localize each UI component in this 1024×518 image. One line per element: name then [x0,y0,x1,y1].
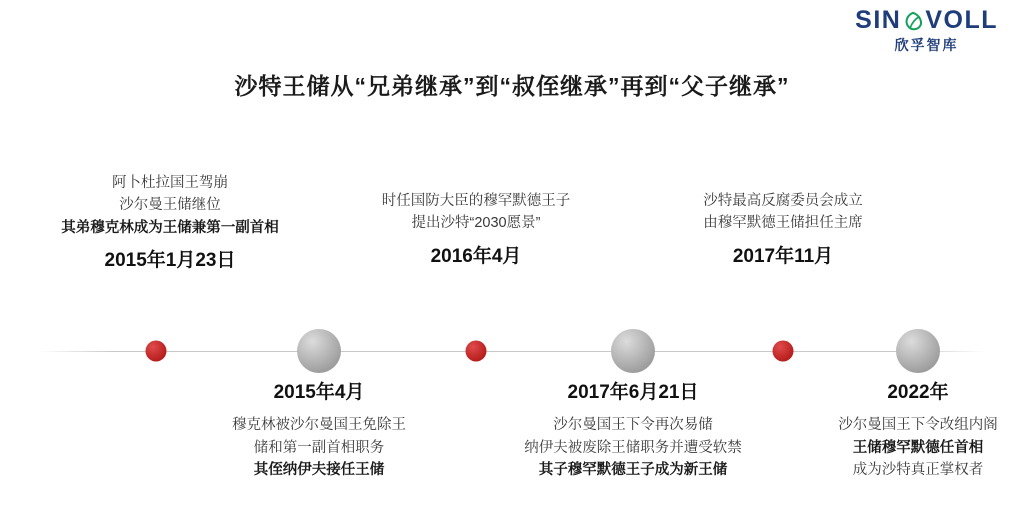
timeline-event-2-line-2: 储和第一副首相职务 [253,439,385,456]
timeline-event-text-6 [838,378,998,482]
timeline-event-5-line-1: 沙特最高反腐委员会成立 [703,193,863,209]
timeline-event-6-date: 2022年 [887,382,949,403]
leaf-icon [902,9,924,33]
brand-subtitle: 欣孚智库 [894,37,959,53]
timeline-node-3[interactable] [466,341,487,362]
timeline-event-2-line-3: 其侄纳伊夫接任王储 [253,462,385,479]
brand-name-tail: VOLL [925,6,998,34]
timeline-event-4-line-2: 纳伊夫被废除王储职务并遭受软禁 [524,439,742,456]
timeline-node-2[interactable] [297,329,341,373]
timeline-event-6-line-1: 沙尔曼国王下令改组内阁 [838,417,998,434]
timeline-event-4-line-1: 沙尔曼国王下令再次易储 [553,417,713,434]
timeline-event-1-date: 2015年1月23日 [104,250,236,272]
timeline-event-4-line-3: 其子穆罕默德王子成为新王储 [538,462,728,479]
timeline-event-6-line-3: 成为沙特真正掌权者 [852,462,984,479]
timeline-event-5-date: 2017年11月 [732,245,834,267]
timeline-axis [38,351,986,352]
timeline-event-1-line-1: 阿卜杜拉国王驾崩 [112,175,228,191]
page-title: 沙特王储从“兄弟继承”到“叔侄继承”再到“父子继承” [234,73,790,99]
timeline-event-text-3 [382,190,571,271]
timeline-event-1-line-3: 其弟穆克林成为王储兼第一副首相 [61,219,279,236]
timeline-event-1-line-2: 沙尔曼王储继位 [119,197,221,214]
timeline-event-3-line-1: 时任国防大臣的穆罕默德王子 [381,193,571,209]
timeline-event-text-2 [232,378,406,482]
timeline-event-text-1 [61,172,279,276]
timeline-event-text-5 [703,190,863,271]
timeline-event-6-line-2: 王储穆罕默德任首相 [852,439,984,456]
timeline-event-3-date: 2016年4月 [430,245,522,267]
brand-wordmark [855,8,998,33]
timeline-event-4-date: 2017年6月21日 [567,382,699,403]
timeline-event-2-line-1: 穆克林被沙尔曼国王免除王 [232,417,406,434]
timeline-event-text-4 [524,378,742,482]
timeline-event-3-line-2: 提出沙特“2030愿景” [411,215,541,232]
timeline-node-1[interactable] [146,341,167,362]
timeline-event-5-line-2: 由穆罕默德王储担任主席 [703,215,863,232]
brand-logo [855,8,998,52]
timeline-node-6[interactable] [896,329,940,373]
timeline-node-4[interactable] [611,329,655,373]
timeline-event-2-date: 2015年4月 [273,382,365,403]
brand-name-lead: SIN [855,6,902,34]
timeline-node-5[interactable] [773,341,794,362]
